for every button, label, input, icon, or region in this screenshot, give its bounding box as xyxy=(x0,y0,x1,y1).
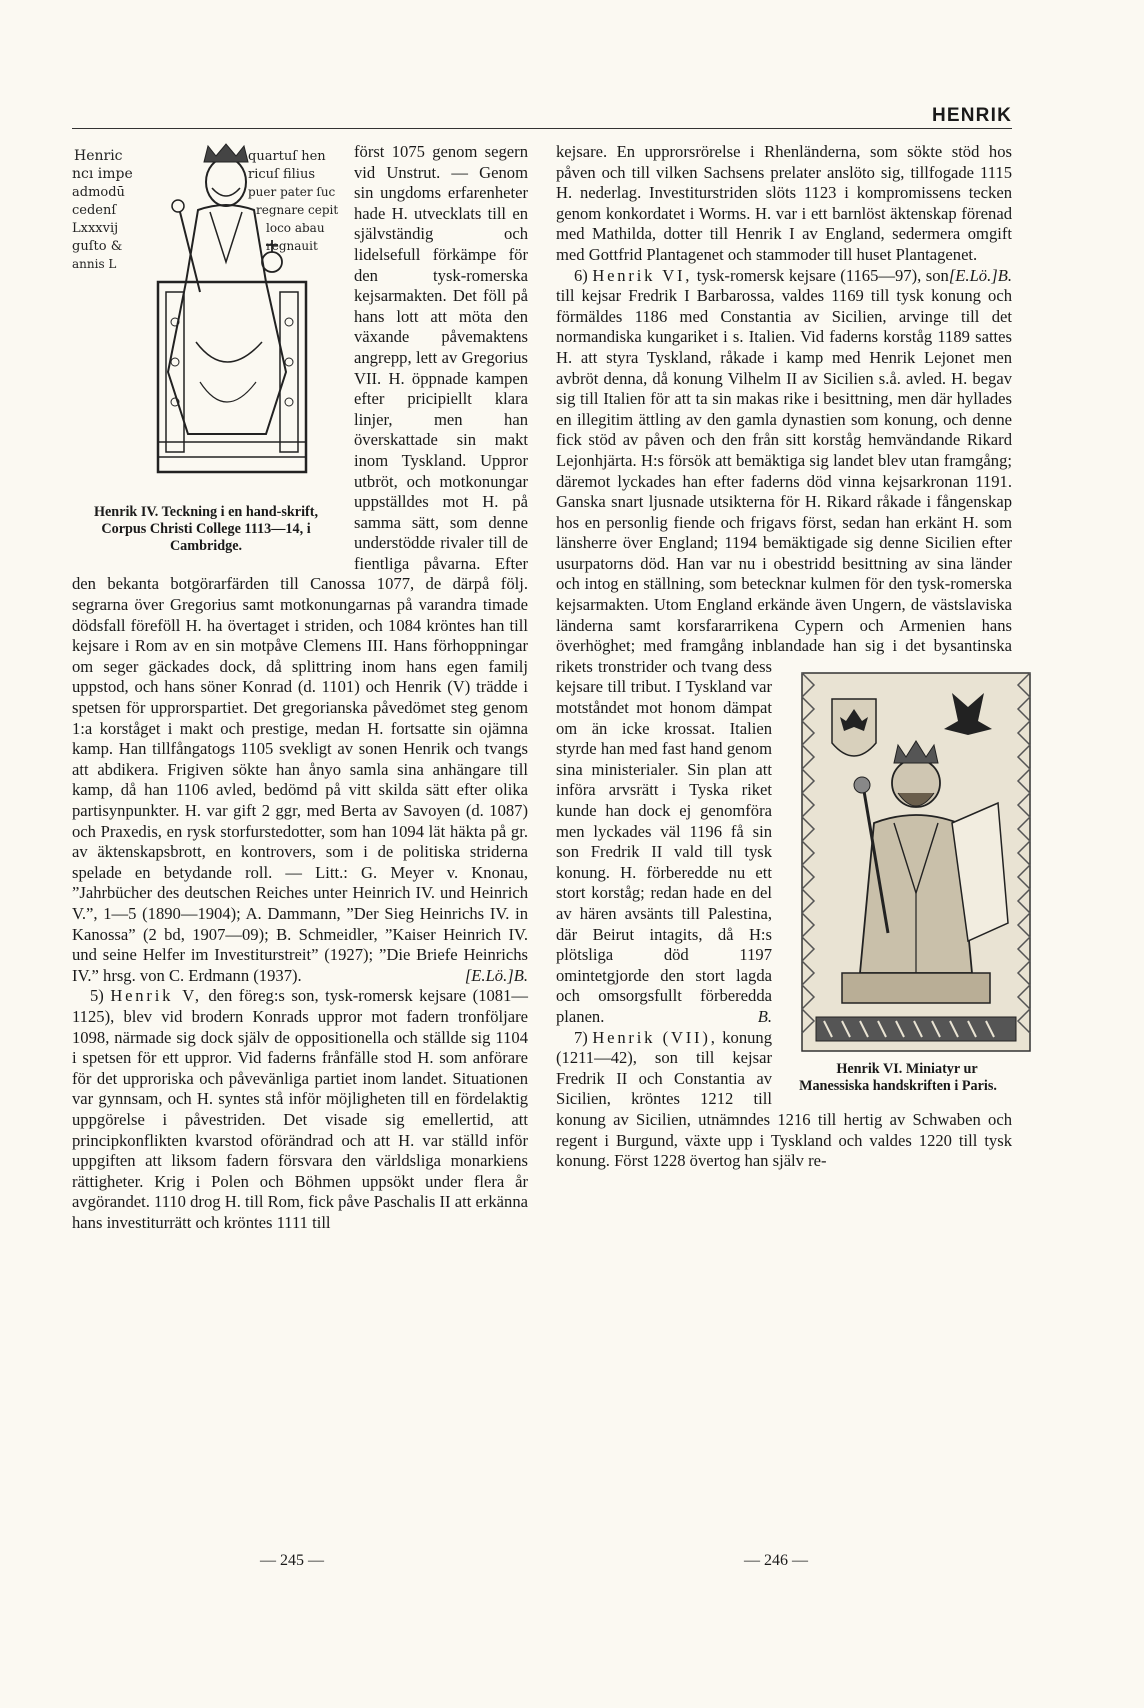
figure-caption-henrik-iv: Henrik IV. Teckning i en hand-skrift, Corpus Christi College 1113—14, i Cambridge. xyxy=(93,504,319,554)
author-signature: B. xyxy=(757,1006,772,1026)
miniature-illustration xyxy=(802,673,1030,1051)
right-column xyxy=(556,142,1012,1172)
manuscript-illustration xyxy=(72,142,339,494)
ms-line-9: ricuſ filius xyxy=(248,167,315,182)
entry-number: 5) xyxy=(90,986,104,1006)
paragraph-text: sig i det bysantinska rikets tronstrider och tvang dess kejsare till tribut. I Tyskland var motståndet mot honom dämpat om än icke krossat. Italien styrde han med fast hand genom sina ministerialer. Sin plan att införa arvsrätt i Tyska riket kunde han dock ej genomföra men lyckades väl 1196 få sin son Fredrik II vald till tysk konung. H. förberedde nu ett stort korståg; redan hade en del av hären avsänts till Palestina, där Beirut intagits, då H:s plötsliga död 1197 omintetgjorde den stort lagda och omsorgsfullt förberedda planen. xyxy=(556,636,1012,1026)
ms-line-13: regnauit xyxy=(266,239,318,253)
paragraph-text: först 1075 genom segern vid Unstrut. — Genom sin ungdoms erfarenheter hade H. utvecklats till en självständig och lidelsefull förkämpe för den tysk-romerska kejsarmakten. Det föll på hans lott att möta den växande påvemaktens angrepp, lett av Gregorius VII. H. öppnade kampen efter pricipiellt klara linjer, men han överskattade sin makt inom Tyskland. Uppror utbröt, och motkonungar uppställdes mot H. på samma sätt, som denne understödde rivaler till de fientliga påvarna. Efter den bekanta botgörarfärden till Canossa 1077, de därpå följ. segrarna över Gregorius samt motkonungarnas på varandra timade dödsfall föreföll H. ha övertaget i striden, och 1084 kröntes han till kejsare i Rom av en sin motpåve Clemens III. Hans förhoppningar om seger gäckades dock, då splittring inom hans egen familj uppstod, och hans söner Konrad (d. 1101) och Henrik (V) trädde i spetsen för upprorspartiet. Det gregorianska påvedömet steg genom 1:a korståget i makt och prestige, medan H. fortsatte sin ojämna kamp. Han tillfångatogs 1105 svekligt av sonen Henrik och tvangs att abdikera. Frigiven sökte han ånyo samla sina anhängare till kamp, då han 1106 avled, bedömd på vitt skilda sätt efter olika partisynpunkter. H. var gift 2 ggr, med Berta av Savoyen (d. 1087) och Praxedis, en rysk storfurstedotter, som han 1094 lät häkta på gr. av äktenskapsbrott, en kontrovers, som i de politiska striderna spelade en betydande roll. — Litt.: G. Meyer v. Knonau, ”Jahrbücher des deutschen Reiches unter Heinrich IV. und Heinrich V.”, 1—5 (1890—1904); A. Dammann, ”Der Sieg Heinrichs IV. in Kanossa” (2 bd, 1907—09); B. Schmeidler, ”Kaiser Heinrich IV. und seine Helfer im Investiturstreit” (1927); ”Die Briefe Heinrichs IV.” hrsg. von C. Erdmann (1937). xyxy=(72,142,528,985)
left-column xyxy=(72,142,528,1233)
ms-line-5: Lxxxvij xyxy=(72,221,119,236)
figure-henrik-iv xyxy=(72,142,340,555)
figure-caption-henrik-vi: Henrik VI. Miniatyr ur Manessiska handskriften i Paris. xyxy=(799,1060,997,1094)
entry-headword: Henrik (VII), xyxy=(592,1027,718,1047)
header-rule xyxy=(72,128,1012,129)
page-number-right: — 246 — xyxy=(744,1552,808,1569)
paragraph-text: konung (1211—42), son till kejsar Fredrik II och Constantia av Sicilien, kröntes 1212 till konung av Sicilien, utnämndes 1216 till hertig av Schwaben och regent i Burgund, växte upp i Tyskland och valdes 1220 till tysk konung. Först 1228 övertog han själv re- xyxy=(556,1027,1012,1171)
paragraph-text: kejsare. En upprorsrörelse i Rhenländerna, som sökte stöd hos påven och till vilken Sachsens prelater anslöto sig, tillfogade 1115 H. nederlag. Investiturstriden slöts 1123 i kompromissens tecken genom konkordatet i Worms. H. var i ett barnlöst äktenskap förenad med Mathilda, dotter till Henrik I av England, sedermera omgift med Gottfrid Plantagenet och stammoder till huset Plantagenet. xyxy=(556,142,1012,264)
ms-line-4: cedenſ xyxy=(72,203,117,218)
page-number-left: — 245 — xyxy=(260,1552,324,1569)
ms-line-10: puer pater ſuc xyxy=(248,185,336,199)
entry-number: 7) xyxy=(574,1027,588,1047)
entry-headword: Henrik VI, xyxy=(592,265,693,285)
entry-number: 6) xyxy=(574,265,588,285)
ms-line-12: loco abau xyxy=(266,221,325,235)
running-head: HENRIK xyxy=(931,105,1012,126)
entry-headword: Henrik V, xyxy=(110,986,202,1006)
ms-line-6: guſto & xyxy=(72,239,123,254)
ms-line-7: annis L xyxy=(72,257,117,271)
figure-henrik-vi xyxy=(784,673,1012,1095)
author-signature: [E.Lö.]B. xyxy=(464,965,528,985)
paragraph-henrik-v xyxy=(72,986,528,1233)
ms-line-11: regnare cepit xyxy=(256,203,339,217)
henrik-iv-drawing xyxy=(72,142,339,494)
manesse-miniature xyxy=(784,673,1012,1051)
ms-line-2: ncı impe xyxy=(72,166,133,182)
paragraph-text: tysk-romersk kejsare (1165—97), son till kejsar Fredrik I Barbarossa, valdes 1169 till tysk konung och förmäldes 1186 med Constantia av Sicilien, arvinge till det normandiska kungariket i s. Italien. Vid faderns korståg 1189 sattes H. att styra Tyskland, råkade i kamp med Henrik Lejonet men avbröt denna, då konung Vilhelm II av Sicilien s.å. avled. H. begav sig till Italien för att ta sin makas rike i besittning, men där hyllades en illegitim ättling av den gamla dynastien som konung, och denne fick stöd av påven och den från sitt korståg hemvändande Rikard Lejonhjärta. H:s försök att bemäktiga sig landet blev utan framgång; däremot lyckades han efter faderns död vinna kejsarkronan 1191. Ganska snart ljusnade utsikterna för H. Rikard råkade i fångenskap hos en personlig fiende och frigavs först, sedan han erkänt H. som länsherre över England; 1194 bemäktigade sig denne Sicilien efter usurpatorns död. Han var nu i obestridd besittning av sina länder och intog en ställning, som betecknar kulmen för den tysk-romerska kejsarmakten. Utom England erkände även Ungern, de västslaviska länderna samt korsfararrikena Cypern och Armenien hans överhöghet; med framgång inblandade han xyxy=(556,265,1012,656)
paragraph-text: den föreg:s son, tysk-romersk kejsare (1081—1125), blev vid brodern Konrads uppror mot fadern tronföljare 1098, närmade sig dock själv de oppositionella och ställde sig 1104 i spetsen för ett uppror. Vid faderns frånfälle stod H. som anförare för det upproriska och påvevänliga partiet inom landet. Situationen var gynnsam, och H. syntes stå inför möjligheten till en fördelaktig uppgörelse i påvestriden. Det visade sig emellertid, att principkonflikten kvarstod oförändrad och att H. var ställd inför uppgiften att liksom fadern försvara den världsliga monarkiens rättigheter. Krig i Polen och Böhmen uppsökt under flera år avgörandet. 1110 drog H. till Rom, fick påve Paschalis II att erkänna hans investiturrätt och kröntes 1111 till xyxy=(72,986,528,1232)
author-signature: [E.Lö.]B. xyxy=(948,265,1012,285)
ms-line-8: quartuſ hen xyxy=(248,149,326,164)
ms-line-3: admodū xyxy=(72,185,125,200)
ms-line-1: Henric xyxy=(74,148,123,164)
